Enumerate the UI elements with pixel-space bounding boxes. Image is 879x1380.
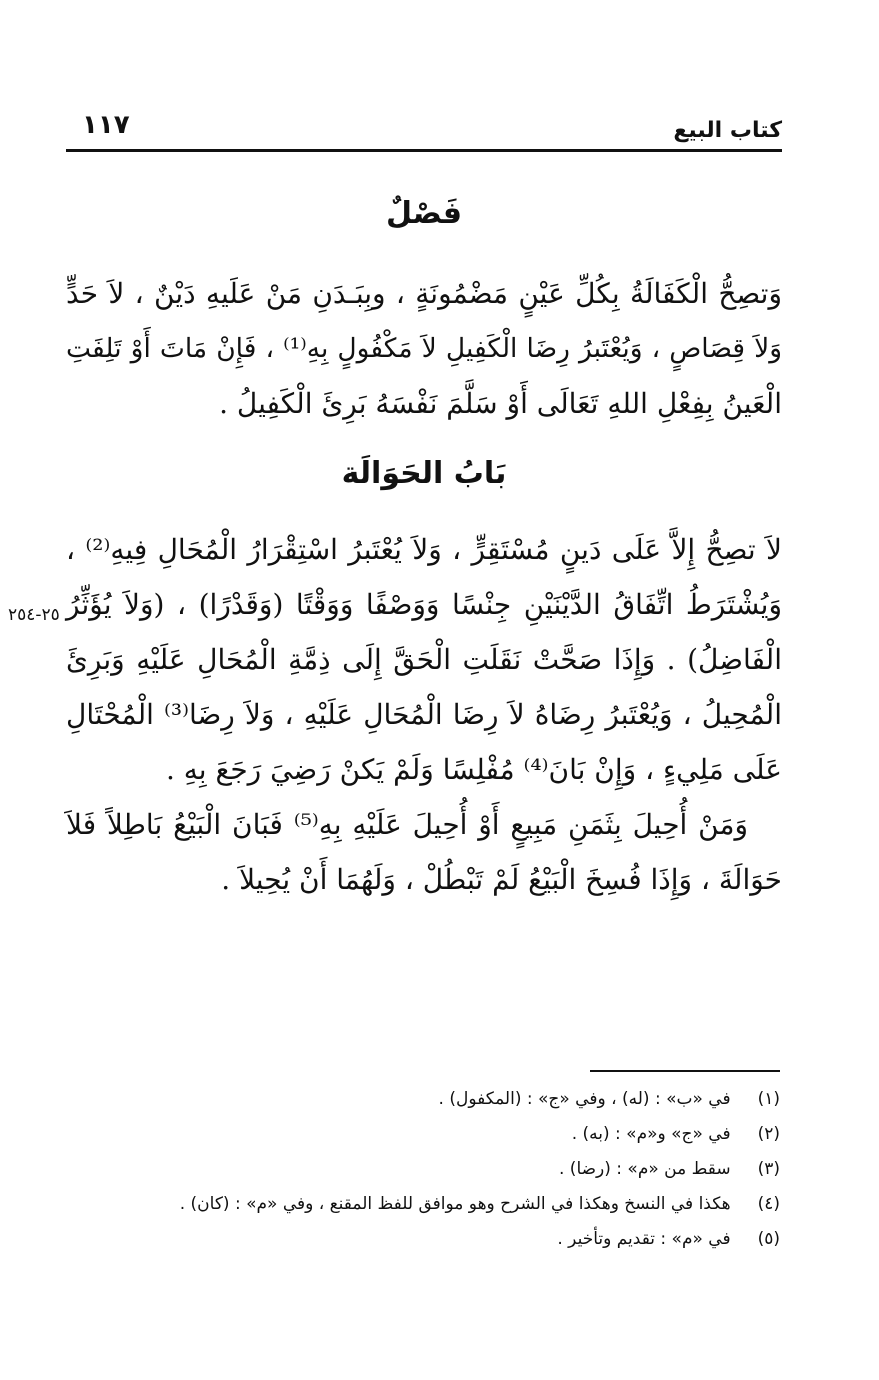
section-heading-fasl: فَصْلٌ [386, 196, 462, 231]
footnote-text: في «م» : تقديم وتأخير . [557, 1229, 731, 1249]
hawala-line: لاَ تصِحُّ إِلاَّ عَلَى دَينٍ مُسْتَقِرٍّ ، وَلاَ يُعْتَبرُ اسْتِقْرَارُ الْمُحَالِ فِيهِ⁽²⁾ ، [66, 533, 782, 566]
footnote-number: (٥) [757, 1229, 780, 1249]
footnote-text: سقط من «م» : (رضا) . [559, 1159, 731, 1179]
footnote [100, 1082, 780, 1117]
page-number: ١١٧ [82, 110, 130, 140]
footnote-number: (٣) [757, 1159, 780, 1179]
footnote-number: (١) [757, 1089, 780, 1109]
footnotes [100, 1082, 780, 1257]
footnote-text: في «ج» و«م» : (به) . [571, 1124, 731, 1144]
hawala-line: الْمُحِيلُ ، وَيُعْتَبرُ رِضَاهُ لاَ رِضَا الْمُحَالِ عَلَيْهِ ، وَلاَ رِضَا⁽³⁾ الْمُحْتَالِ [66, 698, 782, 731]
fasl-line: الْعَينُ بِفِعْلِ اللهِ تَعَالَى أَوْ سَلَّمَ نَفْسَهُ بَرِئَ الْكَفِيلُ . [219, 387, 782, 420]
margin-reference: ٢٥-٢٥٤ [8, 605, 60, 625]
hawala-paragraph-2 [66, 797, 782, 907]
fasl-line: وَتصِحُّ الْكَفَالَةُ بِكُلِّ عَيْنٍ مَضْمُونَةٍ ، وبِبَـدَنِ مَنْ عَلَيهِ دَيْنٌ ، لاَ حَدٍّ [66, 277, 782, 310]
footnote-text: هكذا في النسخ وهكذا في الشرح وهو موافق للفظ المقنع ، وفي «م» : (كان) . [179, 1194, 731, 1214]
footnote [100, 1187, 780, 1222]
hawala-line: وَمَنْ أُحِيلَ بِثَمَنِ مَبِيعٍ أَوْ أُحِيلَ عَلَيْهِ بِهِ⁽⁵⁾ فَبَانَ الْبَيْعُ بَاطِلاً فَلاَ [66, 808, 748, 841]
footnote [100, 1117, 780, 1152]
footnote-text: في «ب» : (له) ، وفي «ج» : (المكفول) . [438, 1089, 731, 1109]
section-heading-hawala: بَابُ الحَوَالَة [341, 456, 507, 491]
hawala-line: عَلَى مَلِيءٍ ، وَإِنْ بَانَ⁽⁴⁾ مُفْلِسًا وَلَمْ يَكنْ رَضِيَ رَجَعَ بِهِ . [165, 753, 782, 786]
fasl-line: وَلاَ قِصَاصٍ ، وَيُعْتَبرُ رِضَا الْكَفِيلِ لاَ مَكْفُولٍ بِهِ⁽¹⁾ ، فَإِنْ مَاتَ أَوْ تَلِفَتِ [66, 333, 782, 364]
footnote [100, 1152, 780, 1187]
hawala-line: وَيُشْتَرَطُ اتِّفَاقُ الدَّيْنَيْنِ جِنْسًا وَوَصْفًا وَوَقْتًا (وَقَدْرًا) ، (وَلاَ يُؤَثِّرُ [66, 588, 782, 621]
hawala-paragraph-1 [66, 522, 782, 797]
hawala-line: الْفَاضِلُ) . وَإِذَا صَحَّتْ نَقَلَتِ الْحَقَّ إِلَى ذِمَّةِ الْمُحَالِ عَلَيْهِ وَبَرِئَ [66, 643, 782, 676]
footnote-number: (٤) [757, 1194, 780, 1214]
fasl-paragraph [66, 266, 782, 431]
footnote-number: (٢) [757, 1124, 780, 1144]
header-divider [66, 149, 782, 152]
hawala-line: حَوَالَةَ ، وَإِذَا فُسِخَ الْبَيْعُ لَمْ تَبْطُلْ ، وَلَهُمَا أَنْ يُحِيلاَ . [221, 863, 782, 896]
footnote-divider [590, 1070, 780, 1072]
footnote [100, 1222, 780, 1257]
running-header-title: كتاب البيع [673, 118, 782, 143]
